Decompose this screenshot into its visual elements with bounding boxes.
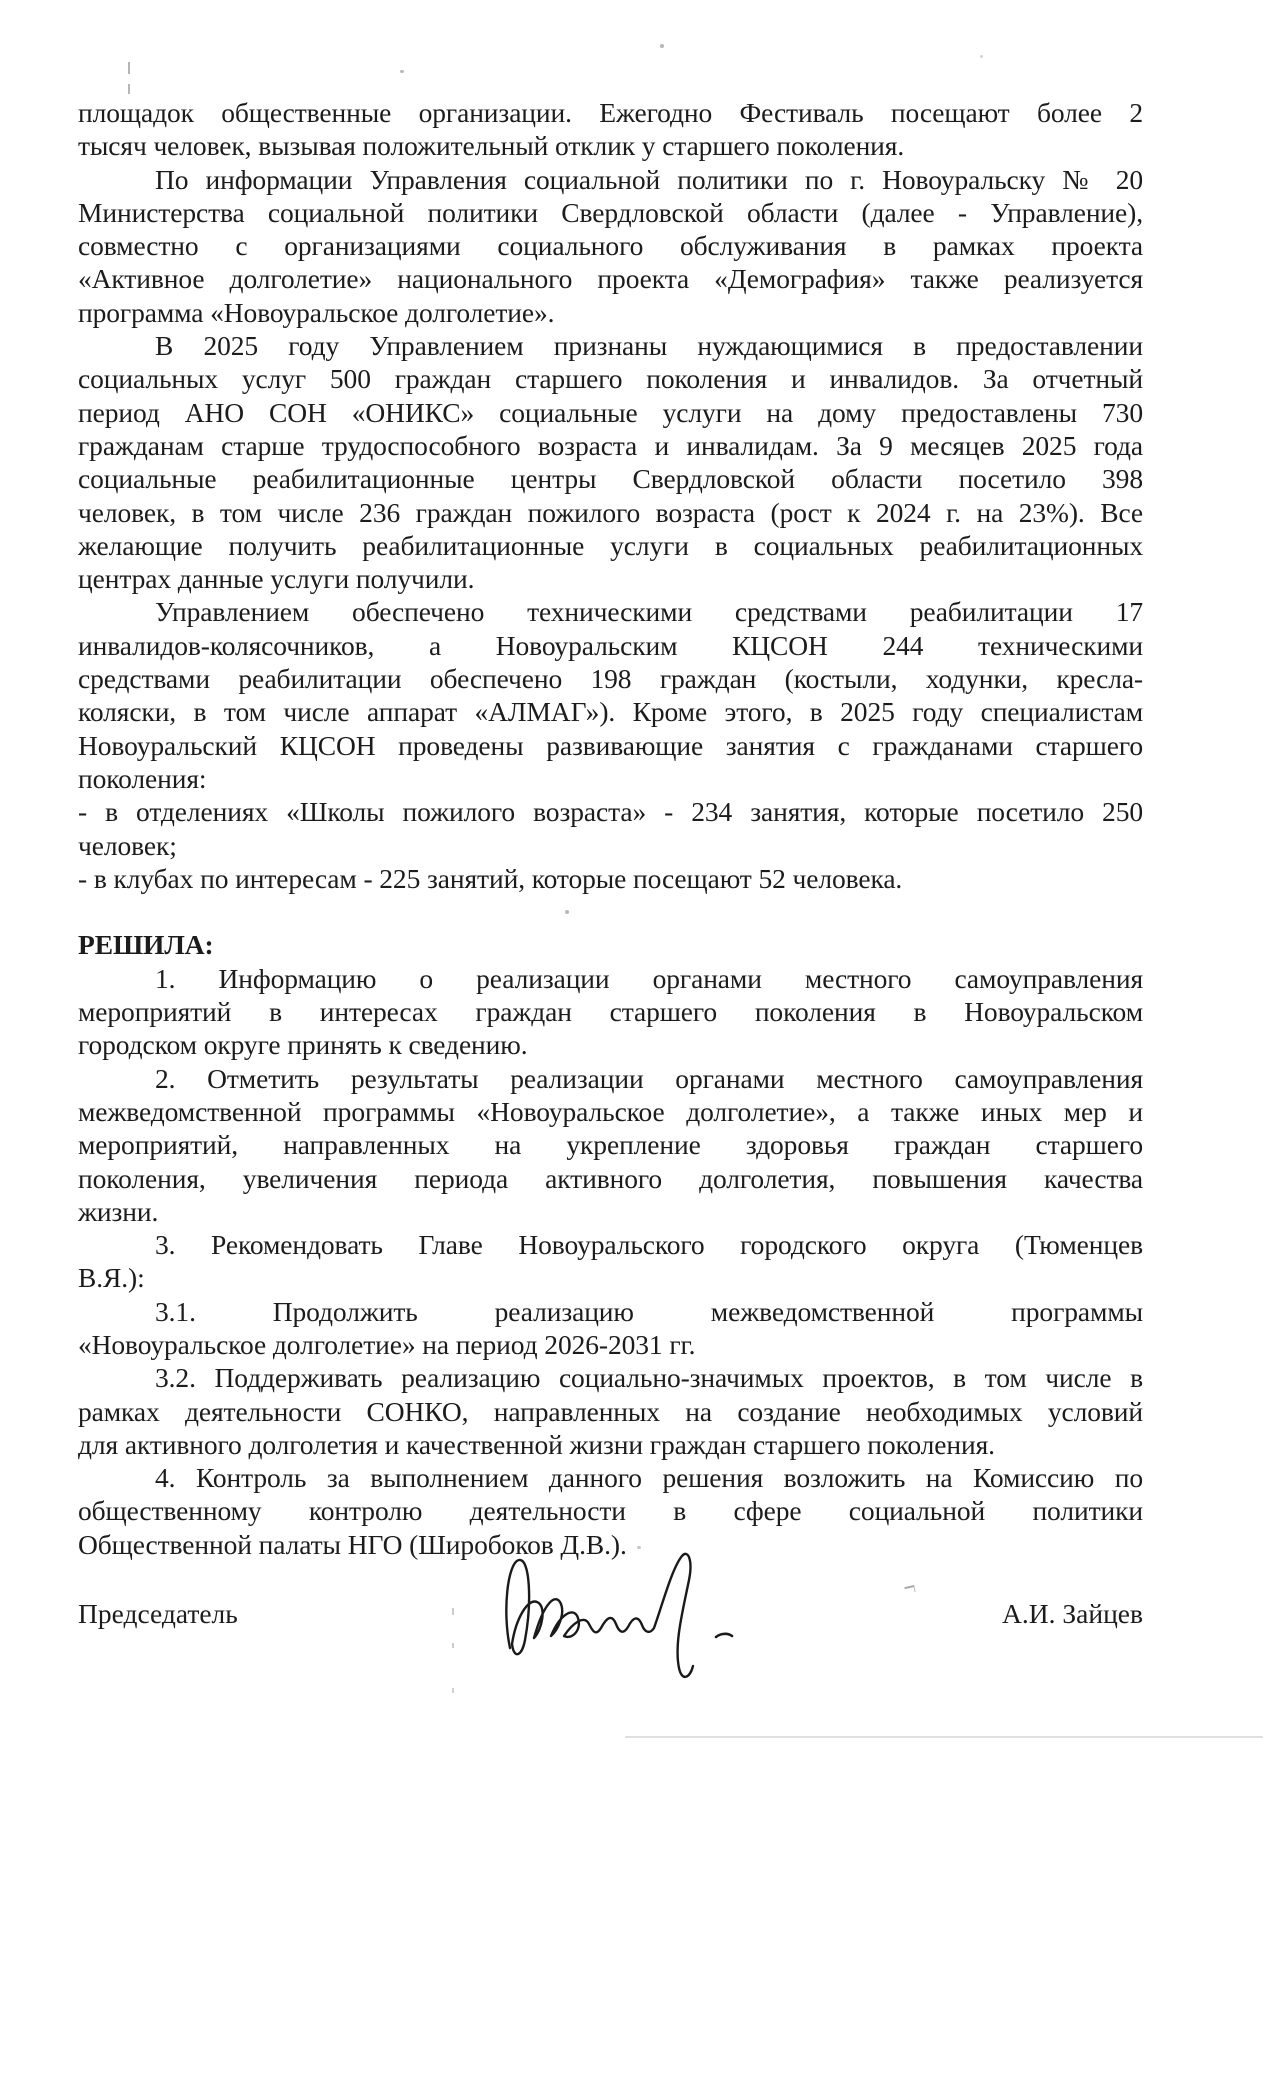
text-line: В 2025 году Управлением признаны нуждающимися в предоставлении — [155, 330, 1143, 362]
text-line: 4. Контроль за выполнением данного решения возложить на Комиссию по — [155, 1462, 1143, 1494]
scan-artifact — [904, 1585, 915, 1594]
scan-artifact — [128, 84, 130, 94]
signatory-title: Председатель — [78, 1598, 238, 1629]
scan-artifact — [660, 44, 664, 48]
text-line: программа «Новоуральское долголетие». — [78, 296, 555, 328]
paragraph — [78, 96, 1143, 163]
text-line: общественному контролю деятельности в сфере социальной политики — [78, 1495, 1143, 1527]
text-line: По информации Управления социальной политики по г. Новоуральску № 20 — [155, 163, 1143, 195]
text-line: 3. Рекомендовать Главе Новоуральского городского округа (Тюменцев — [155, 1229, 1143, 1261]
text-line: 1. Информацию о реализации органами местного самоуправления — [155, 962, 1143, 994]
text-line: совместно с организациями социального обслуживания в рамках проекта — [78, 230, 1143, 262]
text-line: инвалидов-колясочников, а Новоуральским КЦСОН 244 техническими — [78, 629, 1143, 661]
paragraph — [78, 1228, 1143, 1295]
text-line: 3.1. Продолжить реализацию межведомственной программы — [155, 1295, 1143, 1327]
text-line: городском округе принять к сведению. — [78, 1029, 528, 1061]
text-line: Новоуральский КЦСОН проведены развивающие занятия с гражданами старшего — [78, 729, 1143, 761]
paragraph — [78, 163, 1143, 329]
scan-artifact — [452, 1643, 454, 1648]
text-line: социальных услуг 500 граждан старшего поколения и инвалидов. За отчетный — [78, 363, 1143, 395]
paragraph — [78, 1295, 1143, 1362]
text-line: 2. Отметить результаты реализации органами местного самоуправления — [155, 1062, 1143, 1094]
scan-artifact — [128, 62, 130, 74]
text-line: рамках деятельности СОНКО, направленных на создание необходимых условий — [78, 1395, 1143, 1427]
text-line: средствами реабилитации обеспечено 198 граждан (костыли, ходунки, кресла- — [78, 663, 1143, 695]
text-line: мероприятий, направленных на укрепление здоровья граждан старшего — [78, 1129, 1143, 1161]
text-line: человек, в том числе 236 граждан пожилого возраста (рост к 2024 г. на 23%). Все — [78, 496, 1143, 528]
document-body — [78, 96, 1143, 1561]
scan-artifact — [452, 1688, 454, 1693]
text-line: тысяч человек, вызывая положительный отклик у старшего поколения. — [78, 130, 905, 162]
text-line: гражданам старше трудоспособного возраста и инвалидам. За 9 месяцев 2025 года — [78, 429, 1143, 461]
text-line: центрах данные услуги получили. — [78, 563, 475, 595]
paragraph — [78, 1361, 1143, 1461]
paragraph-spacer — [78, 895, 1143, 928]
text-line: мероприятий в интересах граждан старшего поколения в Новоуральском — [78, 996, 1143, 1028]
text-line: Управлением обеспечено техническими средствами реабилитации 17 — [155, 596, 1143, 628]
text-line: площадок общественные организации. Ежегодно Фестиваль посещают более 2 — [78, 97, 1143, 128]
text-line: период АНО СОН «ОНИКС» социальные услуги на дому предоставлены 730 — [78, 396, 1143, 428]
text-line: коляски, в том числе аппарат «АЛМАГ»). Кроме этого, в 2025 году специалистам — [78, 696, 1143, 728]
text-line: Министерства социальной политики Свердловской области (далее - Управление), — [78, 196, 1143, 228]
paragraph — [78, 329, 1143, 595]
text-line: - в клубах по интересам - 225 занятий, которые посещают 52 человека. — [78, 862, 903, 894]
text-line: желающие получить реабилитационные услуги в социальных реабилитационных — [78, 529, 1143, 561]
text-line: - в отделениях «Школы пожилого возраста» - 234 занятия, которые посетило 250 — [78, 796, 1143, 828]
text-line: жизни. — [78, 1195, 159, 1227]
text-line: поколения, увеличения периода активного долголетия, повышения качества — [78, 1162, 1143, 1194]
scan-artifact — [980, 55, 983, 58]
text-line: для активного долголетия и качественной жизни граждан старшего поколения. — [78, 1428, 995, 1460]
resolution-heading — [78, 928, 1143, 961]
text-line: межведомственной программы «Новоуральское долголетие», а также иных мер и — [78, 1095, 1143, 1127]
text-line: Общественной палаты НГО (Широбоков Д.В.). — [78, 1528, 627, 1560]
paragraph — [78, 795, 1143, 862]
text-line: социальные реабилитационные центры Свердловской области посетило 398 — [78, 463, 1143, 495]
text-line: поколения: — [78, 762, 207, 794]
paragraph — [78, 595, 1143, 795]
text-line: «Активное долголетие» национального проекта «Демография» также реализуется — [78, 263, 1143, 295]
signature — [492, 1540, 762, 1705]
scanner-streak — [625, 1736, 1263, 1738]
text-line: «Новоуральское долголетие» на период 2026-2031 гг. — [78, 1328, 696, 1360]
paragraph — [78, 1062, 1143, 1228]
paragraph — [78, 862, 1143, 895]
signature-scribble-svg — [492, 1540, 762, 1705]
text-line: В.Я.): — [78, 1262, 145, 1294]
scan-artifact — [400, 70, 404, 73]
text-line: 3.2. Поддерживать реализацию социально-значимых проектов, в том числе в — [155, 1362, 1143, 1394]
text-line: человек; — [78, 829, 177, 861]
paragraph — [78, 962, 1143, 1062]
text-line: РЕШИЛА: — [78, 929, 214, 961]
signatory-name: А.И. Зайцев — [1002, 1598, 1143, 1629]
